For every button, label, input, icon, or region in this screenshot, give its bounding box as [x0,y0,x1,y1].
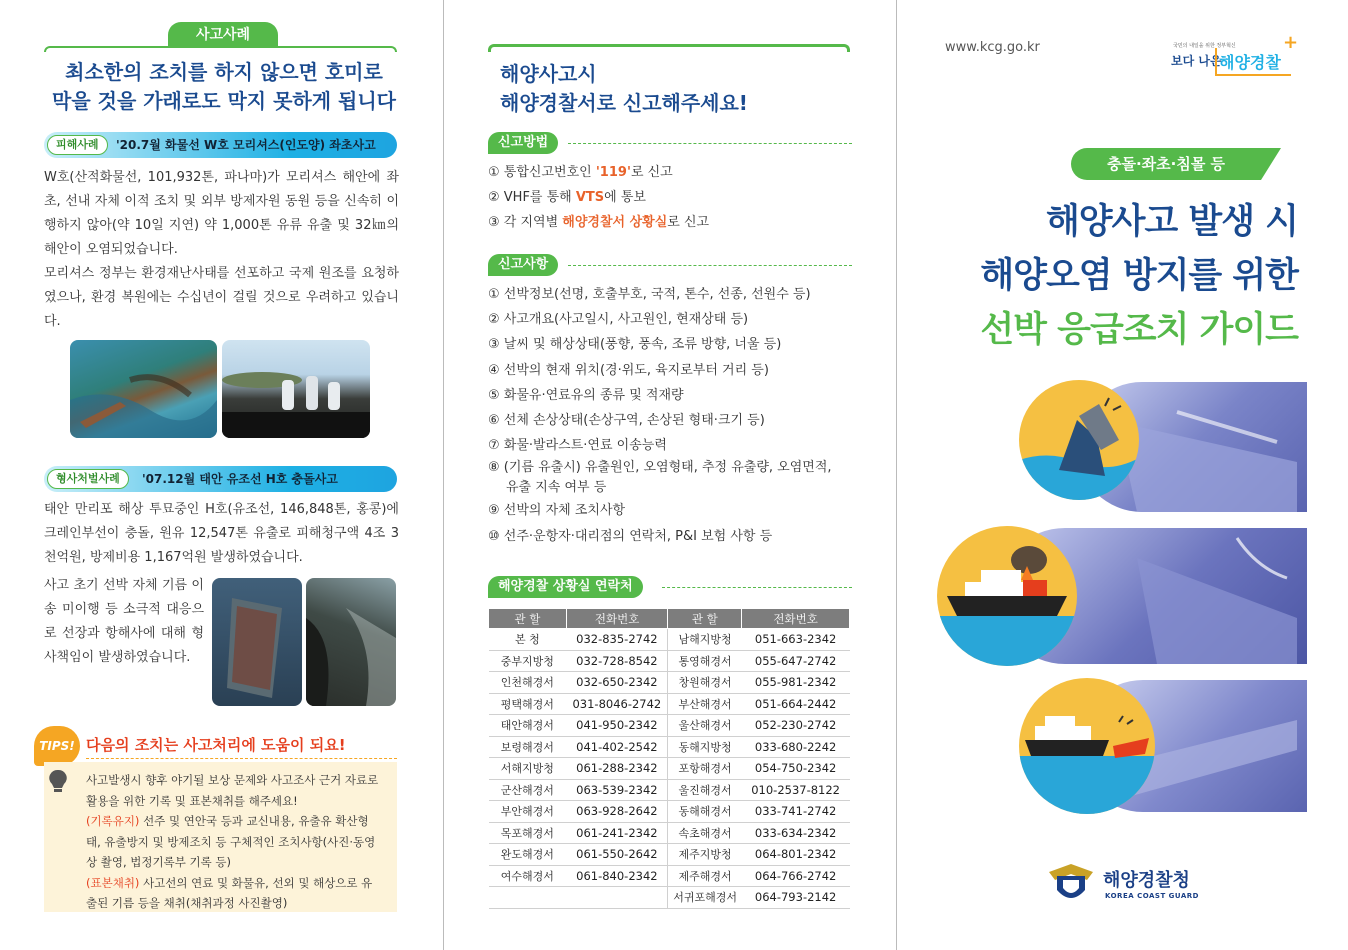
table-row [489,822,850,844]
coast-guard-logo [1047,860,1207,910]
left-panel [0,0,443,950]
phone-cell: 031-8046-2742 [566,693,668,715]
case2-paragraph-1: 태안 만리포 해상 투묘중인 H호(유조선, 146,848톤, 홍콩)에 크레인부선이 충돌, 원유 12,547톤 유출로 피해청구액 4조 3천억원, 방제비용 1,167억원 발생하였습니다. [44,502,399,565]
tips-record [86,811,383,873]
tips-box [44,762,397,912]
jurisdiction-cell: 본 청 [489,629,567,651]
tanker-icon [212,578,302,706]
phone-cell: 061-840-2342 [566,865,668,887]
tips-sample-label: (표본채취) [86,875,140,890]
jurisdiction-cell: 군산해경서 [489,779,567,801]
jurisdiction-cell: 인천해경서 [489,672,567,694]
tips-title: 다음의 조치는 사고처리에 도움이 되요! [86,736,346,754]
jurisdiction-cell: 평택해경서 [489,693,567,715]
jurisdiction-cell: 창원해경서 [668,672,742,694]
items-tag: 신고사항 [488,254,558,276]
phone-cell: 055-647-2742 [742,650,850,672]
jurisdiction-cell: 제주해경서 [668,865,742,887]
case2-paragraph-2: 사고 초기 선박 자체 기름 이송 미이행 등 소극적 대응으로 선장과 항해사에 대해 형사책임이 발생하였습니다. [44,578,204,665]
gov-slogan-logo [1167,32,1307,80]
table-row [489,650,850,672]
table-row [489,693,850,715]
method-item [488,160,878,185]
table-header: 관 할 [668,609,742,629]
fire-icon-circle [937,526,1077,666]
coast-guard-emblem-icon [1047,860,1095,908]
table-header: 전화번호 [566,609,668,629]
phone-cell: 041-402-2542 [566,736,668,758]
phone-cell: 052-230-2742 [742,715,850,737]
contact-tag: 해양경찰 상황실 연락처 [488,576,643,598]
tips-divider [86,758,397,759]
table-row [489,887,850,909]
grounding-icon-circle [1019,380,1139,500]
jurisdiction-cell: 부산해경서 [668,693,742,715]
headline-line-1: 최소한의 조치를 하지 않으면 호미로 [65,60,383,84]
method-tag: 신고방법 [488,132,558,154]
case1-paragraph-1: W호(산적화물선, 101,932톤, 파나마)가 모리셔스 해안에 좌초, 선내 자체 이적 조치 및 외부 방제자원 동원 등을 신속히 이행하지 않아(약 10일 지연) 약 1,000톤 유류 유출 및 32㎞의 해안이 오염되었습니다. [44,170,399,257]
table-row [489,801,850,823]
jurisdiction-cell: 남해지방청 [668,629,742,651]
list-item: ② 사고개요(사고일시, 사고원인, 현재상태 등) [488,312,749,328]
jurisdiction-cell: 울진해경서 [668,779,742,801]
jurisdiction-cell: 목포해경서 [489,822,567,844]
logo-text-b: 해양경찰 [1219,53,1281,72]
jurisdiction-cell: 서귀포해경서 [668,887,742,909]
jurisdiction-cell: 포항해경서 [668,758,742,780]
jurisdiction-cell: 동해해경서 [668,801,742,823]
middle-panel [444,0,896,950]
middle-headline [500,60,748,118]
phone-cell: 032-650-2342 [566,672,668,694]
phone-cell: 032-728-8542 [566,650,668,672]
method-text: ② VHF를 통해 [488,190,576,206]
phone-cell: 064-766-2742 [742,865,850,887]
tips-sample [86,873,383,914]
workers-icon [222,340,370,438]
jurisdiction-cell: 완도해경서 [489,844,567,866]
jurisdiction-cell: 태안해경서 [489,715,567,737]
left-headline [44,58,404,116]
phone-cell: 032-835-2742 [566,629,668,651]
jurisdiction-cell: 여수해경서 [489,865,567,887]
method-highlight: 해양경찰서 상황실 [562,215,668,231]
tanker-photo [212,578,302,706]
list-item: ⑧ (기름 유출시) 유출원인, 오염형태, 추정 유출량, 오염면적, [488,460,832,476]
case1-bar [44,132,397,158]
table-row [489,779,850,801]
jurisdiction-cell: 중부지방청 [489,650,567,672]
tips-record-label: (기록유지) [86,814,140,828]
mauritius-aerial-photo [70,340,217,438]
logo-text-a: 보다 나은 [1171,54,1222,68]
case1-pill: 피해사례 [47,135,108,155]
list-item: ① 선박정보(선명, 호출부호, 국적, 톤수, 선종, 선원수 등) [488,287,811,302]
method-text: ③ 각 지역별 [488,215,563,231]
stranded-ship-icon [70,340,217,438]
tips-record-text: 선주 및 연안국 등과 교신내용, 유출유 확산형태, 유출방지 및 방제조치 등 구체적인 조치사항(사진·동영상 촬영, 법정기록부 기록 등) [86,814,376,869]
method-text: 로 신고 [667,215,710,231]
jurisdiction-cell: 보령해경서 [489,736,567,758]
jurisdiction-cell: 부안해경서 [489,801,567,823]
phone-cell: 033-680-2242 [742,736,850,758]
oiled-coast-photo [306,578,396,706]
jurisdiction-cell: 제주지방청 [668,844,742,866]
org-name-ko: 해양경찰청 [1103,870,1190,891]
middle-frame [488,44,850,52]
case1-paragraph-2: 모리셔스 정부는 환경재난사태를 선포하고 국제 원조를 요청하였으나, 환경 복원에는 수십년이 걸릴 것으로 우려하고 있습니다. [44,266,399,329]
list-item: ⑥ 선체 손상상태(손상구역, 손상된 형태·크기 등) [488,413,765,429]
table-header-row [489,609,850,629]
collision-ships-icon [1019,678,1155,814]
tag-tail [1261,148,1281,180]
phone-cell: 063-928-2642 [566,801,668,823]
phone-cell: 041-950-2342 [566,715,668,737]
table-row [489,844,850,866]
method-divider [568,143,852,144]
case2-bar [44,466,397,492]
jurisdiction-cell [489,887,567,909]
contact-table [488,608,850,909]
logo-small-text: 국민의 내일을 위한 정부혁신 [1173,43,1236,49]
collision-icon-circle [1019,678,1155,814]
phone-cell: 061-288-2342 [566,758,668,780]
jurisdiction-cell: 서해지방청 [489,758,567,780]
middle-headline-2: 해양경찰서로 신고해주세요! [500,91,748,115]
table-row [489,672,850,694]
list-item: ⑩ 선주·운항자·대리점의 연락처, P&I 보험 사항 등 [488,528,773,544]
phone-cell: 061-550-2642 [566,844,668,866]
tips-intro: 사고발생시 향후 야기될 보상 문제와 사고조사 근거 자료로 활용을 위한 기록 및 표본채취를 해주세요! [86,773,379,808]
table-row [489,715,850,737]
phone-cell: 061-241-2342 [566,822,668,844]
method-highlight: VTS [575,190,605,206]
list-item: ⑤ 화물유·연료유의 종류 및 적재량 [488,387,684,403]
case2-pill: 형사처벌사례 [47,469,129,489]
burning-ship-icon [937,526,1077,666]
headline-line-2: 막을 것을 가래로도 막지 못하게 됩니다 [52,89,396,113]
list-item: ⑦ 화물·발라스트·연료 이송능력 [488,438,667,454]
method-item [488,210,878,235]
phone-cell: 033-634-2342 [742,822,850,844]
phone-cell: 051-664-2442 [742,693,850,715]
case1-title: '20.7월 화물선 W호 모리셔스(인도양) 좌초사고 [116,138,376,152]
phone-cell: 063-539-2342 [566,779,668,801]
cover-title-3: 선박 응급조치 가이드 [980,310,1298,350]
accident-types-tag: 충돌·좌초·침몰 등 [1071,148,1261,180]
table-header: 관 할 [489,609,567,629]
list-item: ⑨ 선박의 자체 조치사항 [488,503,626,519]
phone-cell: 055-981-2342 [742,672,850,694]
jurisdiction-cell: 울산해경서 [668,715,742,737]
grounding-ship-icon [1019,380,1139,500]
phone-cell: 051-663-2342 [742,629,850,651]
table-row [489,629,850,651]
table-row [489,758,850,780]
jurisdiction-cell: 속초해경서 [668,822,742,844]
coast-icon [306,578,396,706]
cover-panel [897,0,1348,950]
bulb-icon [48,768,68,794]
items-list [488,282,878,549]
website-url[interactable]: www.kcg.go.kr [945,40,1040,55]
method-item [488,185,878,210]
method-text: 로 신고 [630,165,673,180]
list-item: 유출 지속 여부 등 [506,480,607,496]
tips-badge: TIPS! [34,726,80,766]
method-highlight: '119' [595,165,631,180]
table-header: 전화번호 [742,609,850,629]
table-row [489,736,850,758]
section-tag: 사고사례 [168,22,278,48]
items-divider [568,265,852,266]
phone-cell: 010-2537-8122 [742,779,850,801]
jurisdiction-cell: 통영해경서 [668,650,742,672]
phone-cell: 064-793-2142 [742,887,850,909]
phone-cell: 064-801-2342 [742,844,850,866]
contact-divider [662,587,852,588]
tips-sample-text: 사고선의 연료 및 화물유, 선외 및 해상으로 유출된 기름 등을 채취(채취과정 사진촬영) [86,875,373,910]
method-list [488,160,878,236]
cover-title-1: 해양사고 발생 시 [1045,202,1298,242]
org-name-en: KOREA COAST GUARD [1105,892,1199,900]
method-text: ① 통합신고번호인 [488,165,596,180]
phone-cell [566,887,668,909]
oil-cleanup-photo [222,340,370,438]
case2-title: '07.12월 태안 유조선 H호 충돌사고 [142,472,338,486]
table-row [489,865,850,887]
cover-title-2: 해양오염 방지를 위한 [980,256,1298,296]
jurisdiction-cell: 동해지방청 [668,736,742,758]
list-item: ③ 날씨 및 해상상태(풍향, 풍속, 조류 방향, 너울 등) [488,337,782,353]
method-text: 에 통보 [604,190,646,206]
phone-cell: 054-750-2342 [742,758,850,780]
list-item: ④ 선박의 현재 위치(경·위도, 육지로부터 거리 등) [488,362,769,378]
middle-headline-1: 해양사고시 [500,62,597,86]
phone-cell: 033-741-2742 [742,801,850,823]
plus-icon: + [1283,32,1299,53]
